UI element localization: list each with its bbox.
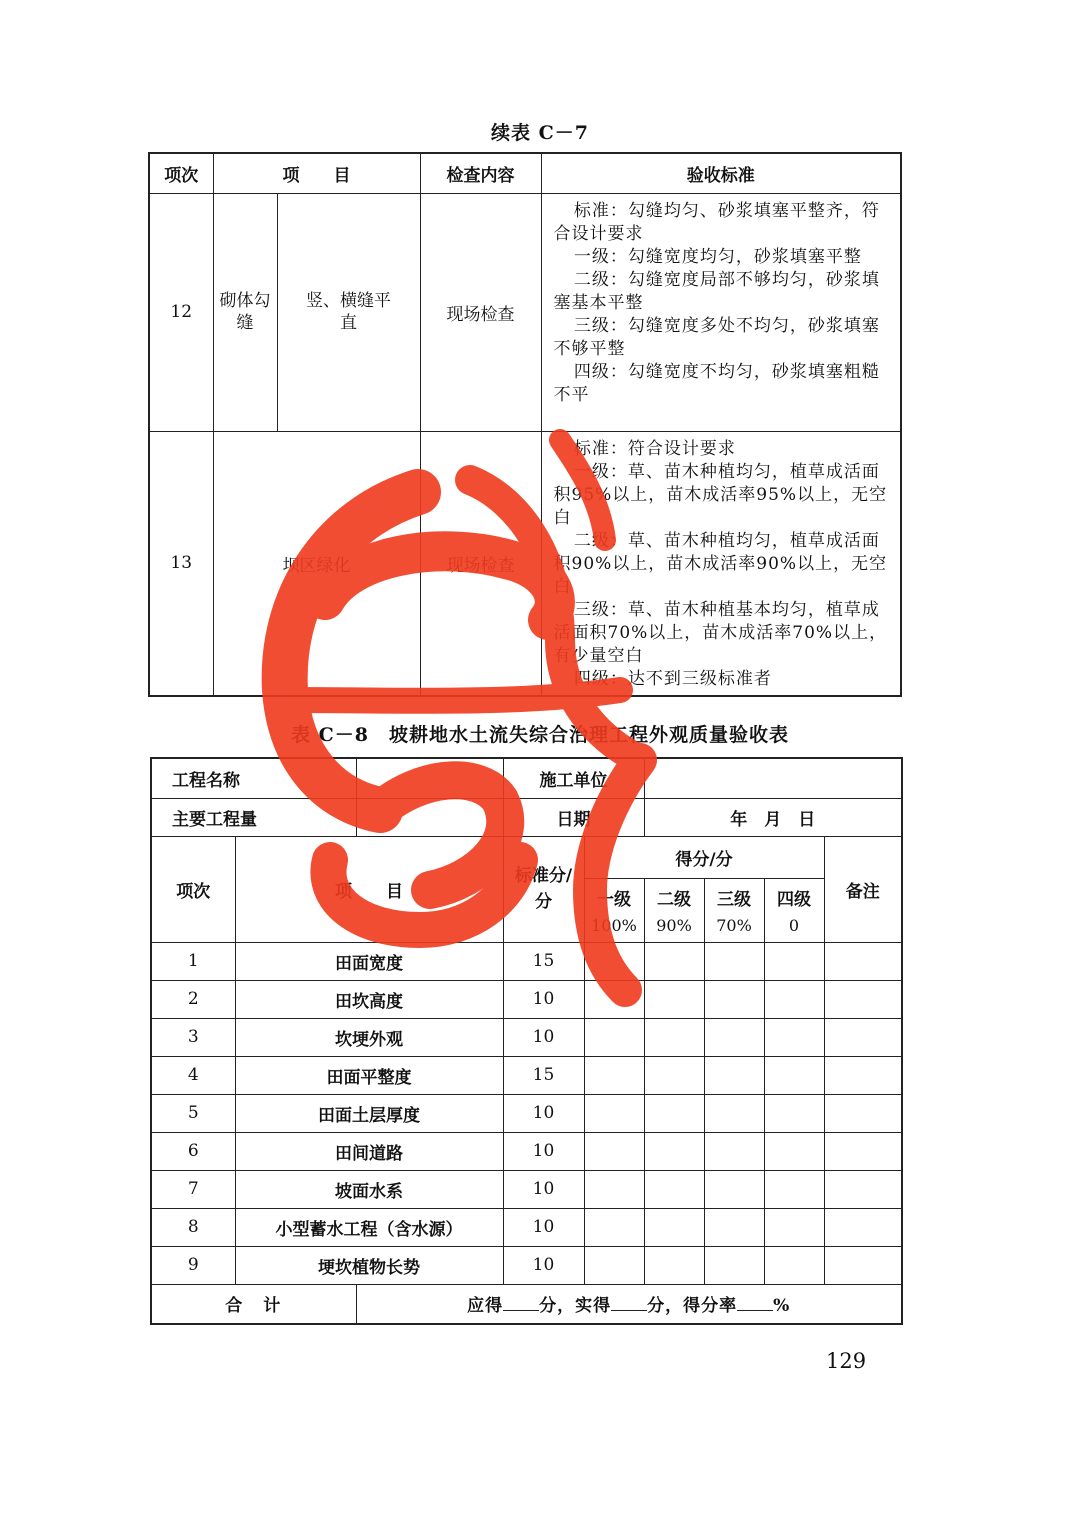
unit-value	[644, 758, 902, 798]
row-standard	[541, 431, 901, 696]
score-cell[interactable]	[644, 1056, 704, 1094]
score-cell[interactable]	[704, 1208, 764, 1246]
score-cell[interactable]	[584, 1056, 644, 1094]
project-name-value	[356, 758, 503, 798]
score-cell[interactable]	[584, 1132, 644, 1170]
standard-line: 一级：勾缝宽度均匀，砂浆填塞平整	[573, 246, 862, 267]
header-no: 项次	[151, 836, 235, 942]
score-cell[interactable]	[584, 980, 644, 1018]
remark-cell[interactable]	[824, 980, 902, 1018]
score-cell[interactable]	[584, 1170, 644, 1208]
row-item: 田面土层厚度	[235, 1094, 503, 1132]
remark-cell[interactable]	[824, 1132, 902, 1170]
grade-2: 二级 90%	[644, 878, 704, 942]
table-row	[151, 1170, 902, 1208]
header-no: 项次	[149, 153, 213, 193]
project-name-label: 工程名称	[151, 758, 356, 798]
score-cell[interactable]	[764, 980, 824, 1018]
quantity-label: 主要工程量	[151, 798, 356, 836]
date-label: 日期	[503, 798, 644, 836]
standard-line: 四级：达不到三级标准者	[573, 668, 772, 689]
score-cell[interactable]	[704, 1246, 764, 1284]
row-std-score: 10	[503, 1246, 584, 1284]
row-std-score: 10	[503, 1094, 584, 1132]
standard-line: 三级：勾缝宽度多处不均匀，砂浆填塞不够平整	[553, 315, 880, 359]
table-row	[151, 1018, 902, 1056]
row-std-score: 15	[503, 942, 584, 980]
score-cell[interactable]	[704, 1018, 764, 1056]
row-no: 1	[151, 942, 235, 980]
table-row	[151, 1132, 902, 1170]
table-row	[151, 980, 902, 1018]
row-no: 5	[151, 1094, 235, 1132]
header-check: 检查内容	[420, 153, 541, 193]
table-c7-continued	[148, 152, 902, 697]
row-no: 9	[151, 1246, 235, 1284]
total-line: 应得 分，实得 分，得分率 %	[356, 1284, 902, 1324]
score-cell[interactable]	[764, 1094, 824, 1132]
remark-cell[interactable]	[824, 942, 902, 980]
row-item: 埂坎植物长势	[235, 1246, 503, 1284]
grade-3: 三级 70%	[704, 878, 764, 942]
header-item: 项 目	[235, 836, 503, 942]
score-cell[interactable]	[764, 1056, 824, 1094]
row-item-sub: 竖、横缝平直	[277, 193, 420, 431]
remark-cell[interactable]	[824, 1056, 902, 1094]
row-no: 6	[151, 1132, 235, 1170]
score-cell[interactable]	[644, 1018, 704, 1056]
score-cell[interactable]	[644, 1132, 704, 1170]
score-cell[interactable]	[584, 1246, 644, 1284]
row-item: 田面宽度	[235, 942, 503, 980]
table-row	[151, 1246, 902, 1284]
table-row	[151, 942, 902, 980]
score-cell[interactable]	[704, 1056, 764, 1094]
unit-label: 施工单位	[503, 758, 644, 798]
remark-cell[interactable]	[824, 1246, 902, 1284]
score-cell[interactable]	[704, 980, 764, 1018]
table-row	[149, 431, 901, 696]
table-c8	[150, 757, 903, 1325]
score-cell[interactable]	[584, 942, 644, 980]
row-no: 8	[151, 1208, 235, 1246]
table-c8-caption: 表 C－8 坡耕地水土流失综合治理工程外观质量验收表	[291, 724, 789, 746]
header-standard: 验收标准	[541, 153, 901, 193]
header-score: 得分/分	[584, 836, 824, 878]
row-no: 7	[151, 1170, 235, 1208]
header-std-score: 标准分/分	[503, 836, 584, 942]
score-cell[interactable]	[764, 1208, 824, 1246]
score-cell[interactable]	[644, 1170, 704, 1208]
remark-cell[interactable]	[824, 1208, 902, 1246]
score-cell[interactable]	[584, 1018, 644, 1056]
row-standard	[541, 193, 901, 431]
standard-line: 四级：勾缝宽度不均匀，砂浆填塞粗糙不平	[553, 361, 880, 405]
table-row	[151, 1094, 902, 1132]
row-item-main: 坝区绿化	[213, 431, 420, 696]
standard-line: 三级：草、苗木种植基本均匀，植草成活面积70%以上，苗木成活率70%以上，有少量空白	[553, 599, 888, 666]
row-item: 坡面水系	[235, 1170, 503, 1208]
score-cell[interactable]	[764, 1170, 824, 1208]
score-cell[interactable]	[704, 1132, 764, 1170]
row-item-main: 砌体勾缝	[213, 193, 277, 431]
score-cell[interactable]	[764, 942, 824, 980]
row-no: 2	[151, 980, 235, 1018]
score-cell[interactable]	[584, 1208, 644, 1246]
standard-line: 一级：草、苗木种植均匀，植草成活面积95%以上，苗木成活率95%以上，无空白	[553, 461, 888, 528]
row-std-score: 15	[503, 1056, 584, 1094]
row-no: 4	[151, 1056, 235, 1094]
grade-4: 四级 0	[764, 878, 824, 942]
row-no: 3	[151, 1018, 235, 1056]
score-cell[interactable]	[704, 942, 764, 980]
row-no: 13	[149, 431, 213, 696]
table-row	[151, 1208, 902, 1246]
remark-cell[interactable]	[824, 1018, 902, 1056]
table-row	[149, 193, 901, 431]
grade-1: 一级 100%	[584, 878, 644, 942]
table-c7-caption: 续表 C－7	[491, 122, 589, 144]
row-no: 12	[149, 193, 213, 431]
row-item: 小型蓄水工程（含水源）	[235, 1208, 503, 1246]
score-cell[interactable]	[644, 1094, 704, 1132]
score-cell[interactable]	[704, 1170, 764, 1208]
score-cell[interactable]	[764, 1018, 824, 1056]
row-item: 坎埂外观	[235, 1018, 503, 1056]
total-label: 合 计	[151, 1284, 356, 1324]
standard-line: 标准：符合设计要求	[573, 438, 736, 459]
header-item: 项 目	[213, 153, 420, 193]
row-check: 现场检查	[420, 193, 541, 431]
score-cell[interactable]	[644, 980, 704, 1018]
row-std-score: 10	[503, 1170, 584, 1208]
standard-line: 二级：草、苗木种植均匀，植草成活面积90%以上，苗木成活率90%以上，无空白	[553, 530, 888, 597]
score-cell[interactable]	[764, 1132, 824, 1170]
row-item: 田间道路	[235, 1132, 503, 1170]
score-cell[interactable]	[704, 1094, 764, 1132]
standard-line: 标准：勾缝均匀、砂浆填塞平整齐，符合设计要求	[553, 200, 880, 244]
row-item: 田面平整度	[235, 1056, 503, 1094]
score-cell[interactable]	[764, 1246, 824, 1284]
table-row	[151, 1056, 902, 1094]
row-std-score: 10	[503, 980, 584, 1018]
row-std-score: 10	[503, 1132, 584, 1170]
score-cell[interactable]	[644, 1208, 704, 1246]
score-cell[interactable]	[644, 1246, 704, 1284]
score-cell[interactable]	[584, 1094, 644, 1132]
header-remark: 备注	[824, 836, 902, 942]
standard-line: 二级：勾缝宽度局部不够均匀，砂浆填塞基本平整	[553, 269, 880, 313]
date-value: 年 月 日	[644, 798, 902, 836]
row-std-score: 10	[503, 1208, 584, 1246]
row-std-score: 10	[503, 1018, 584, 1056]
page-number: 129	[826, 1349, 867, 1373]
row-check: 现场检查	[420, 431, 541, 696]
row-item: 田坎高度	[235, 980, 503, 1018]
score-cell[interactable]	[644, 942, 704, 980]
remark-cell[interactable]	[824, 1170, 902, 1208]
quantity-value	[356, 798, 503, 836]
remark-cell[interactable]	[824, 1094, 902, 1132]
